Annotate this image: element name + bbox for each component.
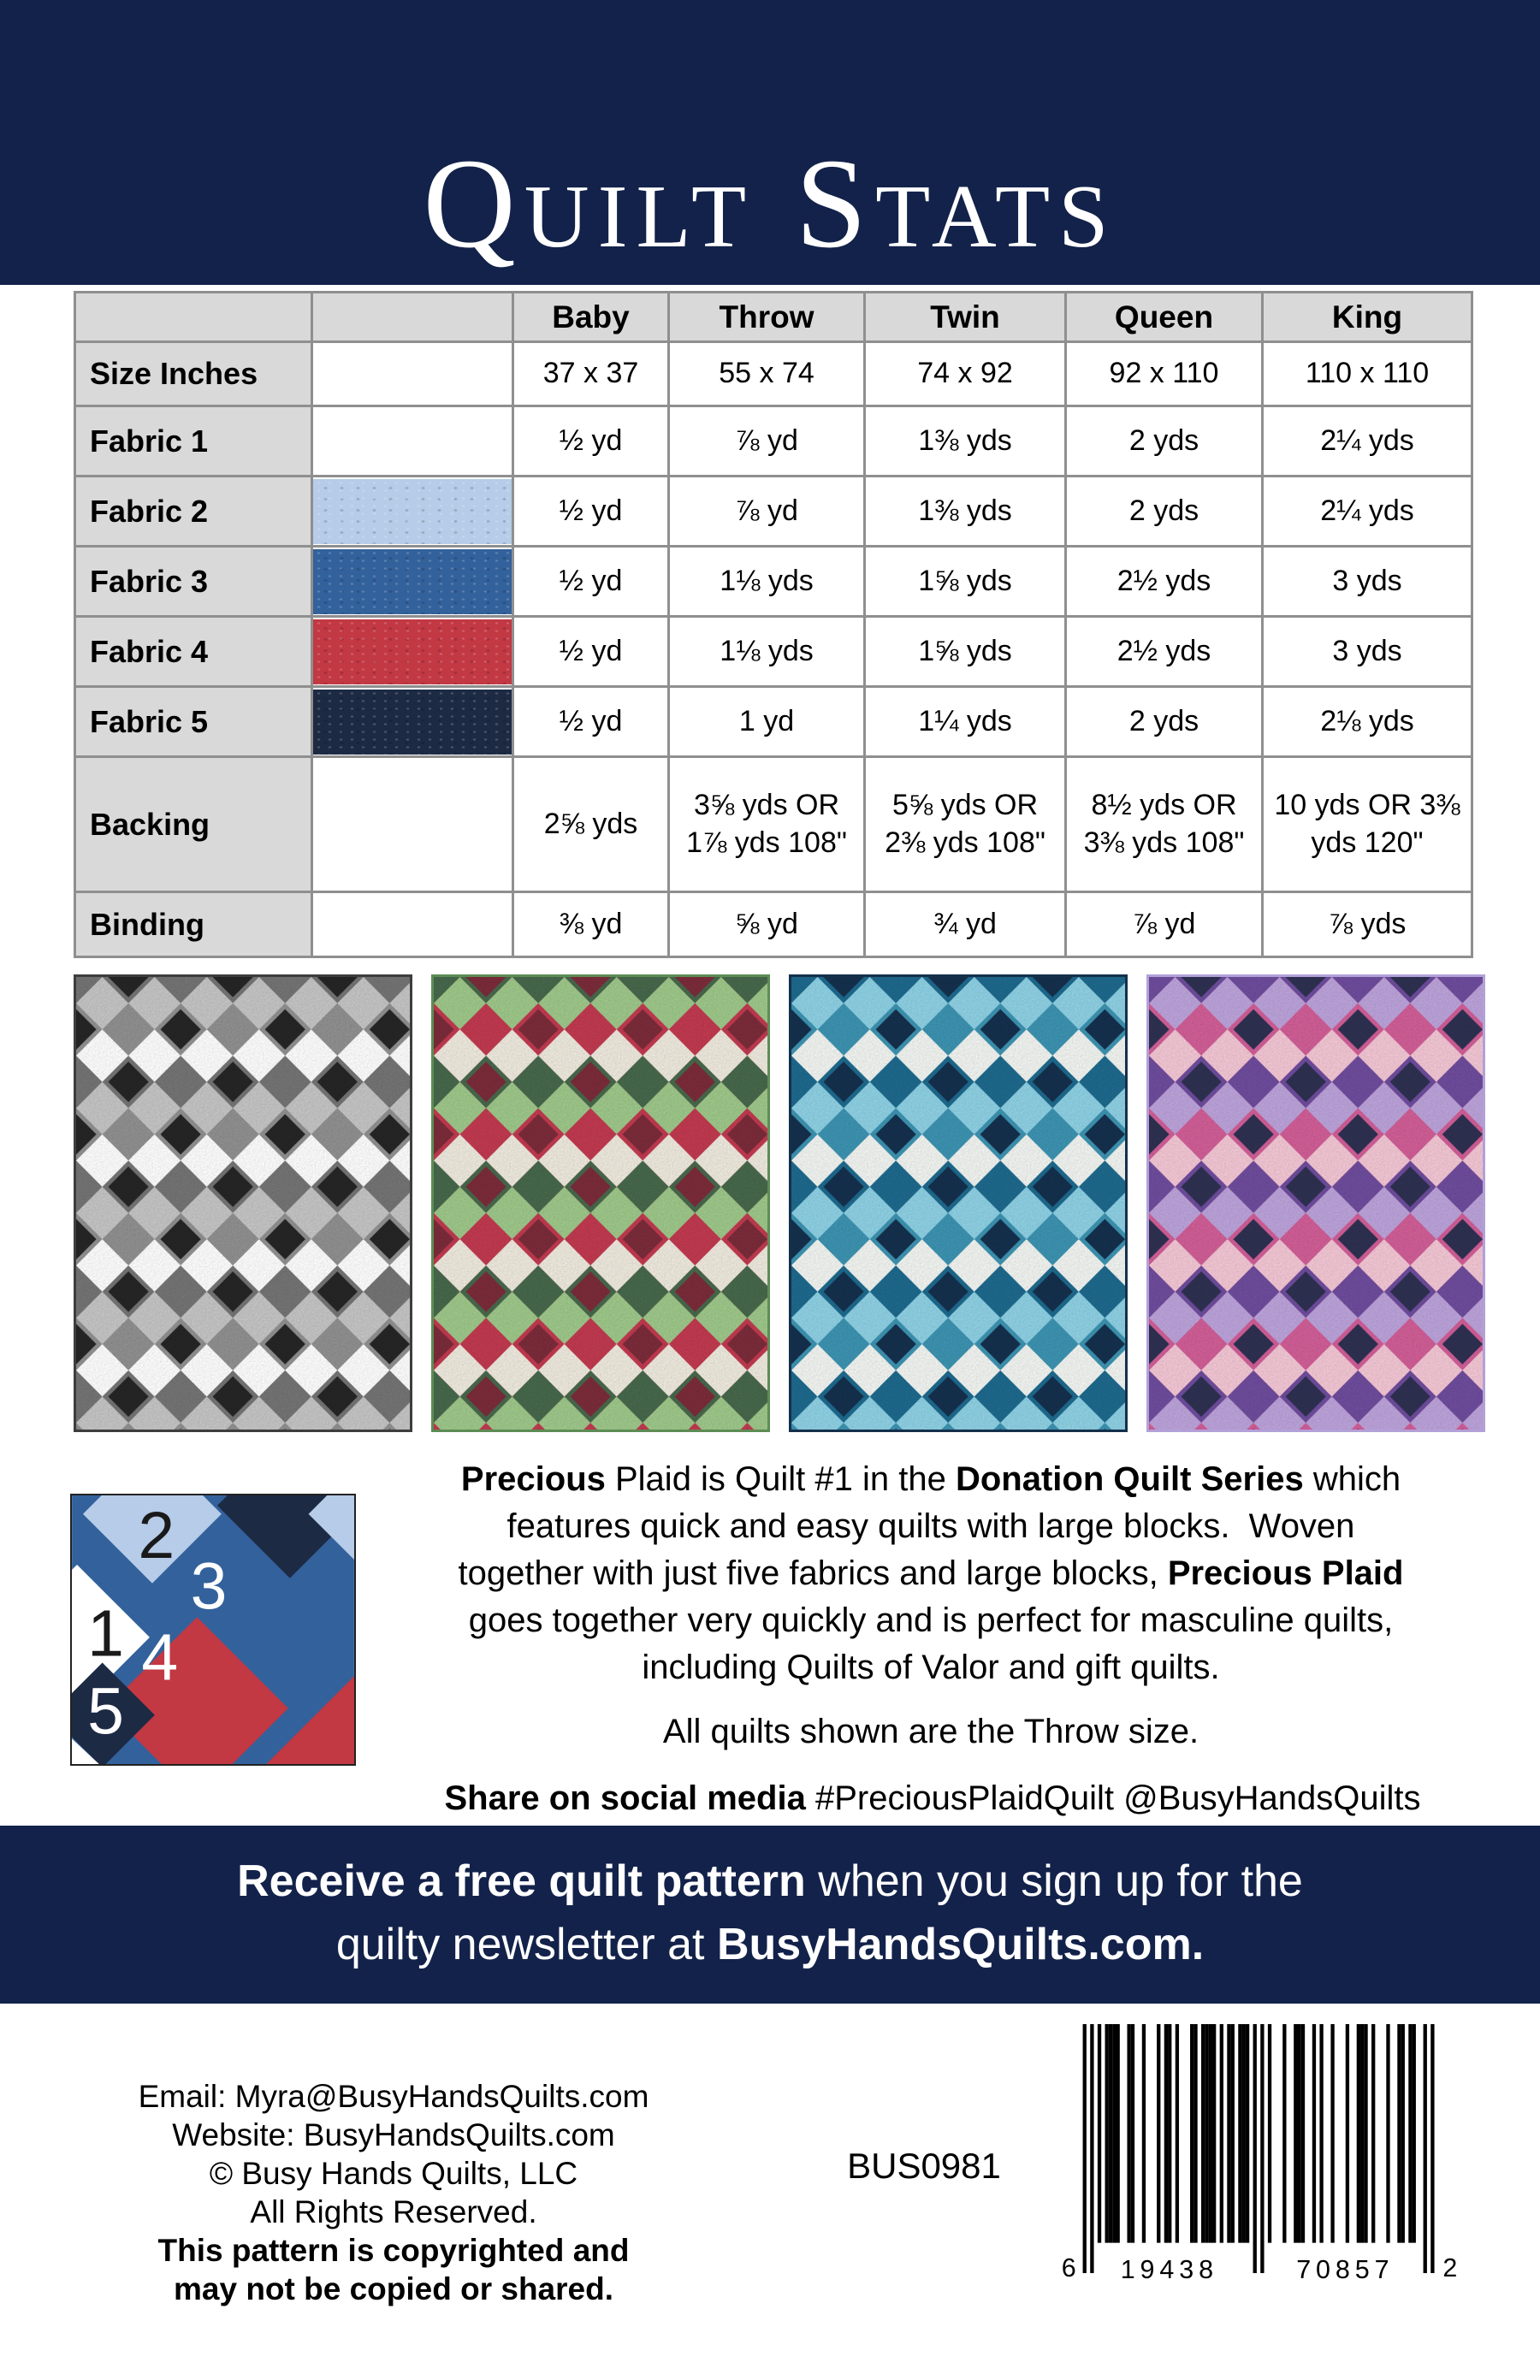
quilt-preview-grayscale bbox=[74, 974, 412, 1432]
table-cell: 1⅜ yds bbox=[865, 406, 1066, 477]
swatch-cell bbox=[312, 892, 513, 957]
table-cell: 92 x 110 bbox=[1066, 342, 1263, 406]
barcode-digits: 70857 bbox=[1296, 2254, 1395, 2284]
swatch-cell bbox=[312, 342, 513, 406]
table-cell: 2 yds bbox=[1066, 406, 1263, 477]
header-banner bbox=[0, 0, 1540, 285]
fabric-number-label: 3 bbox=[190, 1549, 228, 1624]
column-header: Baby bbox=[513, 293, 669, 342]
table-row bbox=[75, 342, 1472, 406]
barcode-digits: 19438 bbox=[1120, 2254, 1218, 2284]
contact-line: Email: Myra@BusyHandsQuilts.com bbox=[138, 2079, 649, 2114]
table-cell: 3 yds bbox=[1263, 547, 1472, 617]
barcode-digit: 2 bbox=[1442, 2253, 1458, 2282]
table-cell: 10 yds OR 3⅜ yds 120" bbox=[1263, 757, 1472, 892]
text-segment: #PreciousPlaidQuilt @BusyHandsQuilts bbox=[805, 1779, 1421, 1817]
fabric-swatch bbox=[313, 619, 512, 684]
text-segment: when you sign up for the bbox=[805, 1856, 1303, 1906]
contact-line: All Rights Reserved. bbox=[250, 2194, 537, 2229]
text-segment: including Quilts of Valor and gift quilts. bbox=[642, 1649, 1220, 1686]
swatch-cell bbox=[312, 547, 513, 617]
fabric-swatch bbox=[313, 549, 512, 614]
swatch-cell bbox=[312, 757, 513, 892]
quilt-pattern-svg bbox=[434, 977, 767, 1430]
table-cell: 110 x 110 bbox=[1263, 342, 1472, 406]
table-cell: ⅜ yd bbox=[513, 892, 669, 957]
upc-barcode bbox=[1061, 2024, 1463, 2315]
bold-text-segment: Share on social media bbox=[444, 1779, 806, 1817]
bold-text-segment: Receive a free quilt pattern bbox=[237, 1856, 806, 1906]
contact-line: © Busy Hands Quilts, LLC bbox=[209, 2156, 578, 2191]
quilt-preview-blue bbox=[789, 974, 1128, 1432]
table-row bbox=[75, 687, 1472, 757]
paragraph-line bbox=[351, 1550, 1511, 1597]
row-label: Fabric 4 bbox=[75, 617, 312, 687]
contact-line: Website: BusyHandsQuilts.com bbox=[172, 2117, 615, 2152]
quilt-preview-purple bbox=[1146, 974, 1485, 1432]
numbered-block-diagram bbox=[70, 1494, 356, 1766]
table-cell: 2¼ yds bbox=[1263, 477, 1472, 547]
copyright-warning-line: may not be copied or shared. bbox=[173, 2271, 613, 2306]
fabric-swatch bbox=[313, 690, 512, 755]
table-cell: 3⅝ yds OR 1⅞ yds 108" bbox=[669, 757, 865, 892]
quilt-pattern-svg bbox=[76, 977, 410, 1430]
text-segment: quilty newsletter at bbox=[335, 1920, 717, 1969]
bold-text-segment: Precious Plaid bbox=[1167, 1554, 1404, 1592]
table-cell: ½ yd bbox=[513, 547, 669, 617]
row-label: Fabric 3 bbox=[75, 547, 312, 617]
row-label: Binding bbox=[75, 892, 312, 957]
table-cell: ⅞ yd bbox=[669, 477, 865, 547]
page-title: Quilt Stats bbox=[423, 133, 1117, 275]
quilt-pattern-svg bbox=[791, 977, 1125, 1430]
table-cell: 3 yds bbox=[1263, 617, 1472, 687]
table-header-row bbox=[75, 293, 1472, 342]
quilt-stats-table bbox=[74, 291, 1473, 958]
table-cell: 74 x 92 bbox=[865, 342, 1066, 406]
table-cell: 1⅛ yds bbox=[669, 547, 865, 617]
column-header bbox=[312, 293, 513, 342]
sku-code: BUS0981 bbox=[847, 2146, 1001, 2186]
table-cell: ½ yd bbox=[513, 477, 669, 547]
table-row bbox=[75, 406, 1472, 477]
row-label: Fabric 5 bbox=[75, 687, 312, 757]
table-cell: 1¼ yds bbox=[865, 687, 1066, 757]
fabric-number-label: 1 bbox=[87, 1596, 125, 1671]
table-cell: 1⅛ yds bbox=[669, 617, 865, 687]
table-cell: ⅞ yd bbox=[1066, 892, 1263, 957]
bold-text-segment: BusyHandsQuilts.com. bbox=[716, 1920, 1205, 1969]
column-header: King bbox=[1263, 293, 1472, 342]
table-cell: 55 x 74 bbox=[669, 342, 865, 406]
column-header bbox=[75, 293, 312, 342]
table-cell: 1⅝ yds bbox=[865, 547, 1066, 617]
quilt-stats-section bbox=[74, 291, 1473, 958]
row-label: Size Inches bbox=[75, 342, 312, 406]
table-cell: ¾ yd bbox=[865, 892, 1066, 957]
column-header: Twin bbox=[865, 293, 1066, 342]
table-cell: 2 yds bbox=[1066, 687, 1263, 757]
table-cell: 2½ yds bbox=[1066, 617, 1263, 687]
table-row bbox=[75, 892, 1472, 957]
table-cell: 1⅝ yds bbox=[865, 617, 1066, 687]
text-segment: together with just five fabrics and large blocks, bbox=[458, 1554, 1168, 1592]
table-cell: 2½ yds bbox=[1066, 547, 1263, 617]
row-label: Fabric 1 bbox=[75, 406, 312, 477]
fabric-number-label: 2 bbox=[138, 1499, 175, 1573]
table-cell: 8½ yds OR 3⅜ yds 108" bbox=[1066, 757, 1263, 892]
fabric-number-label: 5 bbox=[87, 1674, 125, 1749]
paragraph-line bbox=[351, 1503, 1511, 1550]
table-cell: 2 yds bbox=[1066, 477, 1263, 547]
copyright-warning-line: This pattern is copyrighted and bbox=[157, 2233, 630, 2268]
fabric-swatch bbox=[313, 409, 512, 474]
table-cell: 1 yd bbox=[669, 687, 865, 757]
swatch-cell bbox=[312, 406, 513, 477]
table-cell: 1⅜ yds bbox=[865, 477, 1066, 547]
text-segment: goes together very quickly and is perfect for masculine quilts, bbox=[468, 1601, 1394, 1639]
column-header: Throw bbox=[669, 293, 865, 342]
table-cell: ⅞ yds bbox=[1263, 892, 1472, 957]
table-row bbox=[75, 757, 1472, 892]
row-label: Fabric 2 bbox=[75, 477, 312, 547]
paragraph-line bbox=[351, 1456, 1511, 1503]
table-cell: ½ yd bbox=[513, 617, 669, 687]
banner-line bbox=[0, 1850, 1540, 1913]
table-row bbox=[75, 477, 1472, 547]
table-cell: 37 x 37 bbox=[513, 342, 669, 406]
table-cell: ½ yd bbox=[513, 687, 669, 757]
table-row bbox=[75, 547, 1472, 617]
banner-line bbox=[0, 1913, 1540, 1976]
contact-block bbox=[47, 2077, 740, 2308]
barcode-digit: 6 bbox=[1061, 2253, 1076, 2282]
table-cell: 2¼ yds bbox=[1263, 406, 1472, 477]
text-segment: features quick and easy quilts with large blocks. Woven bbox=[506, 1507, 1355, 1545]
social-share-line bbox=[325, 1779, 1540, 1818]
text-segment: Plaid is Quilt #1 in the bbox=[605, 1460, 956, 1498]
newsletter-banner bbox=[0, 1826, 1540, 2004]
column-header: Queen bbox=[1066, 293, 1263, 342]
table-row bbox=[75, 617, 1472, 687]
paragraph-line bbox=[351, 1597, 1511, 1644]
upc-barcode-svg bbox=[1061, 2024, 1463, 2306]
paragraph-line bbox=[351, 1644, 1511, 1691]
table-cell: 2⅝ yds bbox=[513, 757, 669, 892]
bold-text-segment: Donation Quilt Series bbox=[955, 1460, 1304, 1498]
throw-size-note: All quilts shown are the Throw size. bbox=[662, 1713, 1199, 1750]
table-cell: 2⅛ yds bbox=[1263, 687, 1472, 757]
table-cell: ½ yd bbox=[513, 406, 669, 477]
swatch-cell bbox=[312, 687, 513, 757]
table-cell: ⅞ yd bbox=[669, 406, 865, 477]
bold-text-segment: Precious bbox=[460, 1460, 606, 1498]
table-cell: ⅝ yd bbox=[669, 892, 865, 957]
quilt-pattern-svg bbox=[1149, 977, 1483, 1430]
block-diagram-svg bbox=[72, 1495, 354, 1764]
description-paragraph bbox=[351, 1456, 1511, 1691]
table-cell: 5⅝ yds OR 2⅜ yds 108" bbox=[865, 757, 1066, 892]
fabric-number-label: 4 bbox=[141, 1620, 179, 1695]
row-label: Backing bbox=[75, 757, 312, 892]
fabric-swatch bbox=[313, 479, 512, 544]
text-segment: which bbox=[1303, 1460, 1401, 1498]
swatch-cell bbox=[312, 477, 513, 547]
swatch-cell bbox=[312, 617, 513, 687]
quilt-preview-christmas bbox=[431, 974, 770, 1432]
